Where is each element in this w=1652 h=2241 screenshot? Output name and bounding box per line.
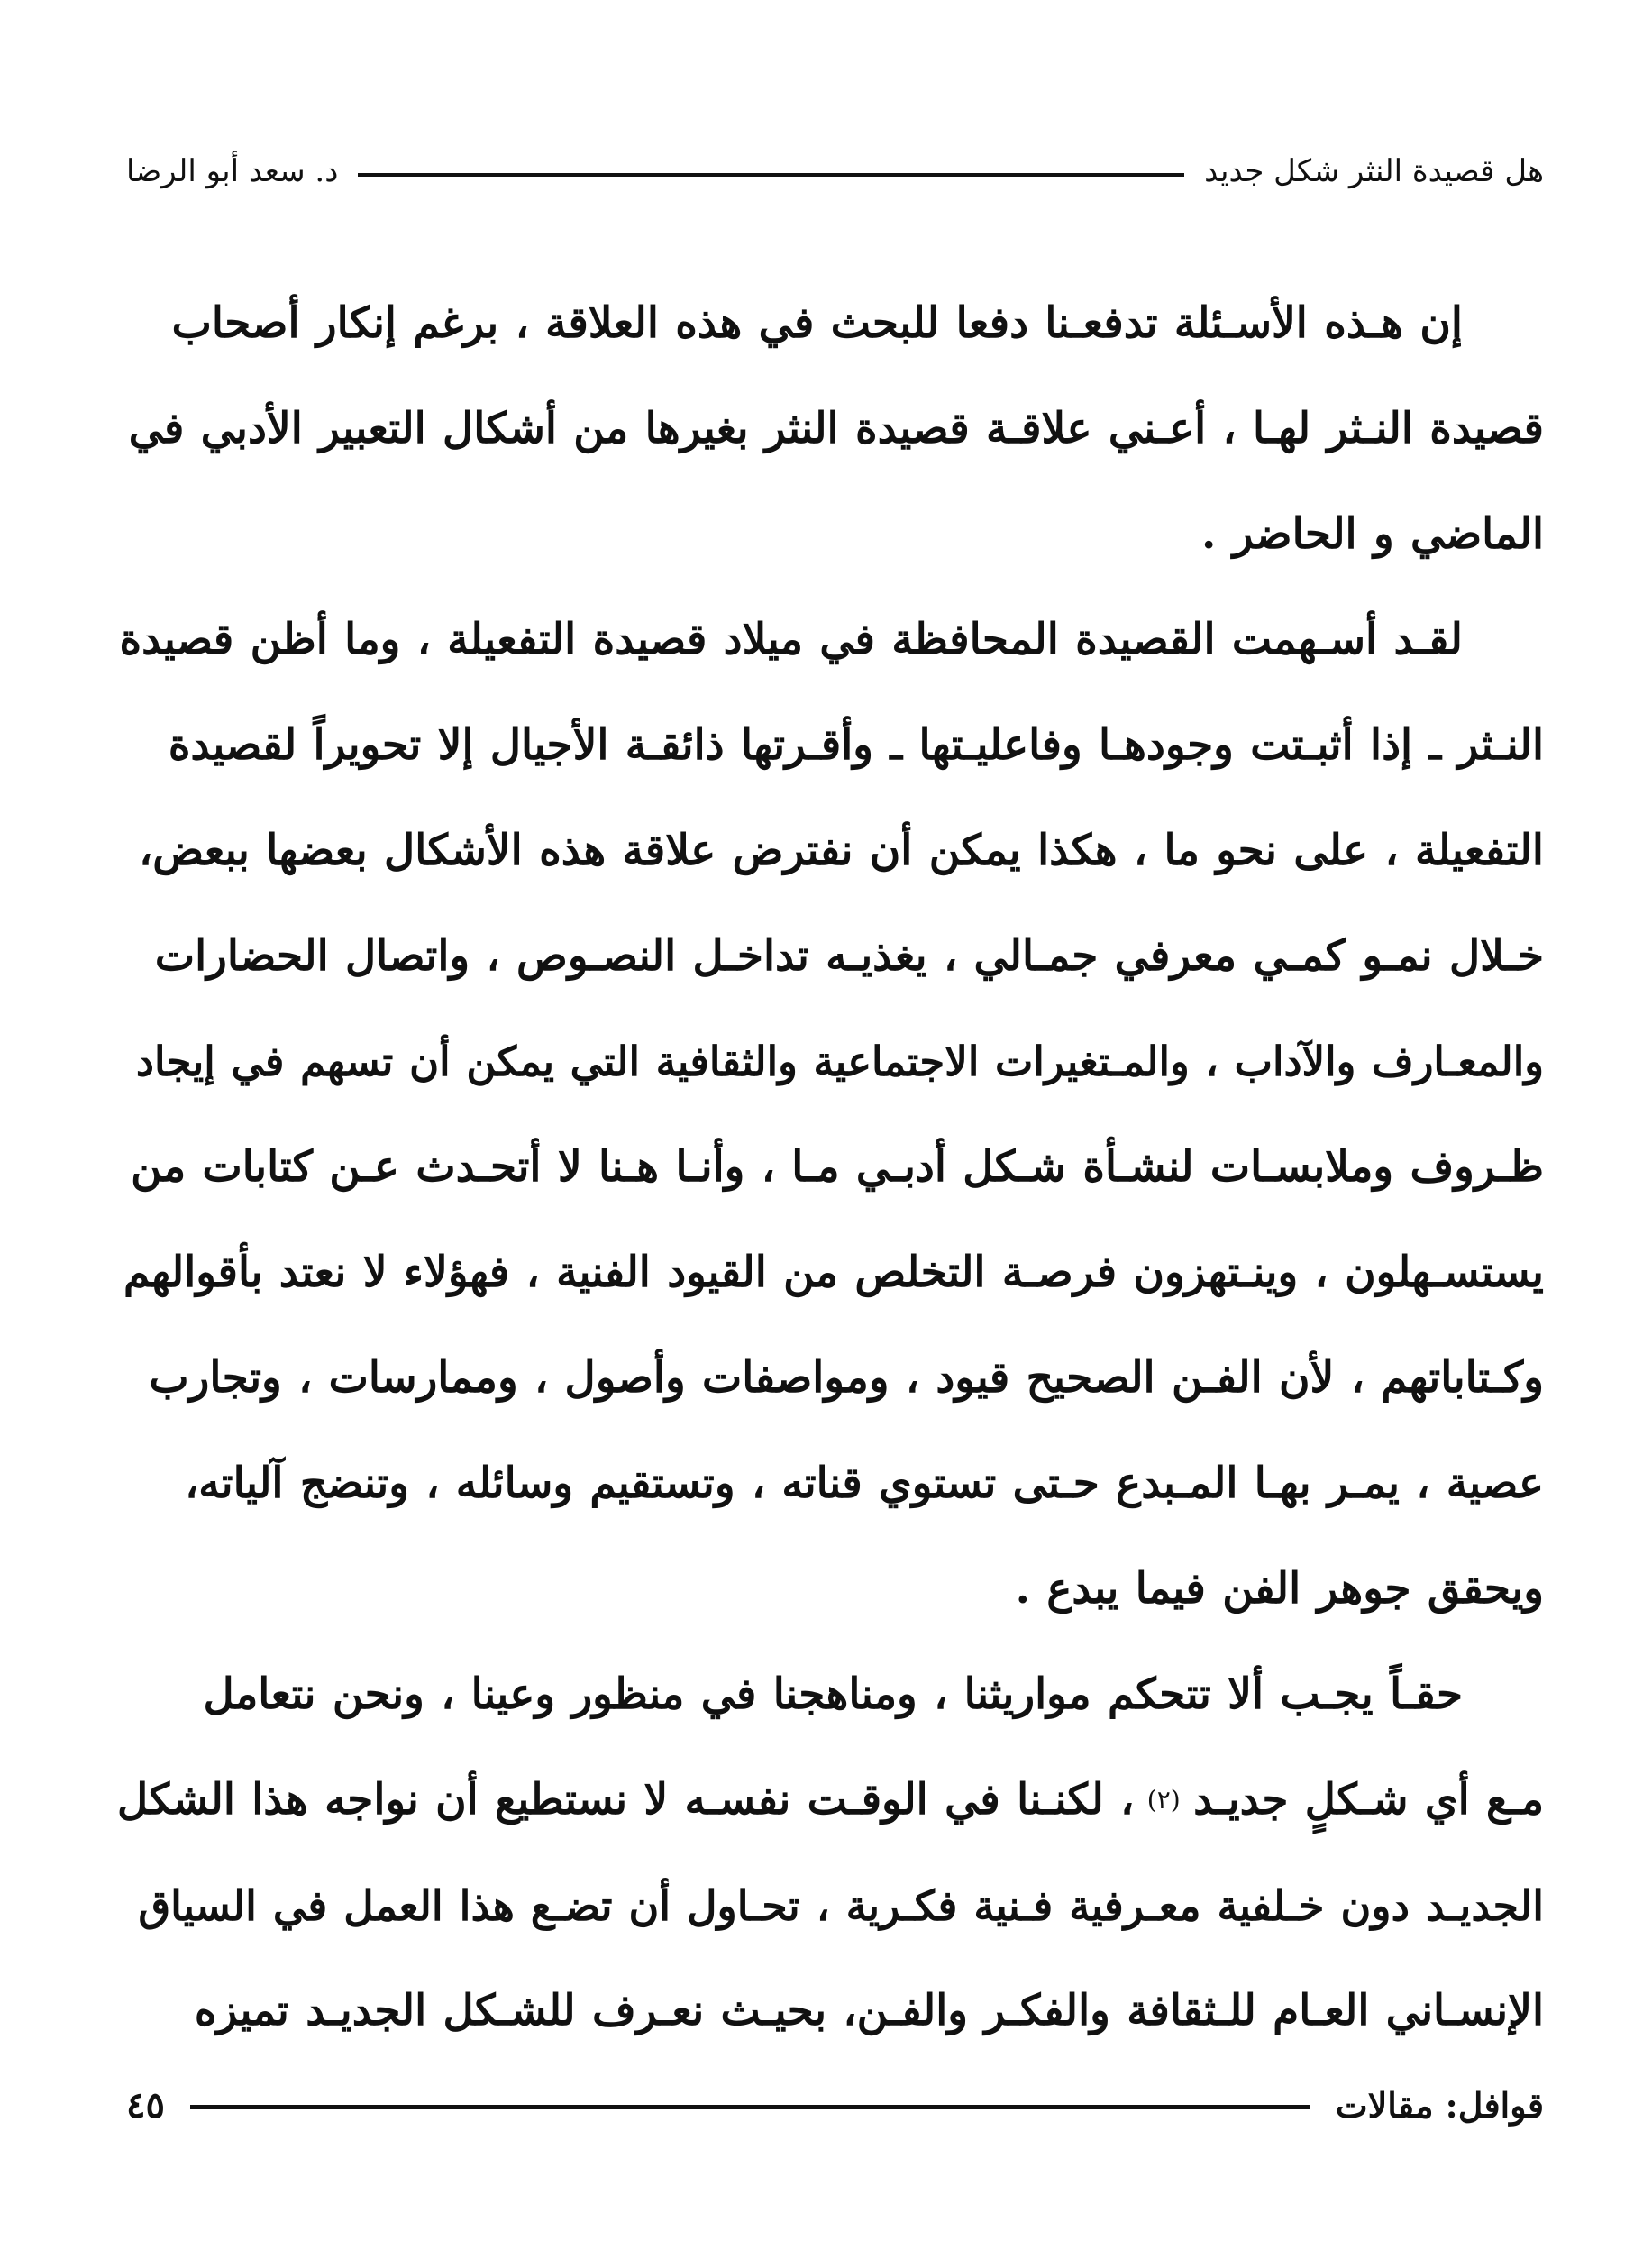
paragraph-line: لقـد أسـهمت القصيدة المحافظة في ميلاد قصيدة التفعيلة ، وما أظن قصيدة <box>119 615 1463 664</box>
footer-journal: قوافل: مقالات <box>1335 2084 1544 2126</box>
paragraph-line: الإنسـاني العـام للـثقافة والفكـر والفـن، بحيـث نعـرف للشـكل الجديـد تميزه <box>194 1986 1544 2035</box>
paragraph-line: التفعيلة ، على نحو ما ، هكذا يمكن أن نفترض علاقة هذه الأشكال بعضها ببعض، <box>139 826 1544 875</box>
paragraph-line: خـلال نمـو كمـي معرفي جمـالي ، يغذيـه تداخـل النصـوص ، واتصال الحضارات <box>154 931 1544 981</box>
body-text <box>117 270 1544 2063</box>
paragraph-line: قصيدة النـثر لهـا ، أعـني علاقـة قصيدة النثر بغيرها من أشكال التعبير الأدبي في <box>128 404 1544 453</box>
line-tail: ، لكنـنا في الوقـت نفسـه لا نستطيع أن نواجه هذا الشكل <box>117 1775 1135 1825</box>
line-head: مـع أي شـكلٍ جديـد <box>1193 1775 1544 1825</box>
running-footer <box>126 2073 1544 2136</box>
header-author: د. سعد أبو الرضا <box>126 153 339 189</box>
paragraph-line: حقـاً يجـب ألا تتحكم مواريثنا ، ومناهجنا في منظور وعينا ، ونحن نتعامل <box>203 1669 1463 1719</box>
page-number: ٤٥ <box>126 2083 165 2127</box>
paragraph-line: إن هـذه الأسـئلة تدفعـنا دفعا للبحث في هذه العلاقة ، برغم إنكار أصحاب <box>171 298 1463 348</box>
paragraph-line: النـثر ـ إذا أثبـتت وجودهـا وفاعليـتها ـ وأقـرتها ذائقـة الأجيال إلا تحويراً لقصيدة <box>168 720 1544 770</box>
footer-rule <box>190 2105 1310 2109</box>
paragraph-line: ظـروف وملابسـات لنشـأة شـكل أدبـي مـا ، وأنـا هـنا لا أتحـدث عـن كتابات من <box>131 1142 1544 1192</box>
footnote-ref-mark: (٢) <box>1146 1785 1181 1815</box>
header-title: هل قصيدة النثر شكل جديد <box>1204 153 1544 189</box>
paragraph-line: وكـتاباتهم ، لأن الفـن الصحيح قيود ، ومواصفات وأصول ، وممارسات ، وتجارب <box>149 1353 1544 1403</box>
paragraph-line: يستسـهلون ، وينـتهزون فرصـة التخلص من القيود الفنية ، فهؤلاء لا نعتد بأقوالهم <box>123 1248 1544 1297</box>
paragraph-line: ويحقق جوهر الفن فيما يبدع . <box>1015 1564 1544 1614</box>
paragraph-line: الجديـد دون خـلفية معـرفية فـنية فكـرية ، تحـاول أن تضـع هذا العمل في السياق <box>138 1880 1544 1930</box>
running-header <box>126 144 1544 198</box>
paragraph-line: الماضي و الحاضر . <box>1201 509 1544 559</box>
paragraph-line: والمعـارف والآداب ، والمـتغيرات الاجتماعية والثقافية التي يمكن أن تسهم في إيجاد <box>135 1038 1544 1085</box>
paragraph-line-with-footnote-ref <box>117 1747 1544 1852</box>
paragraph-line: عصية ، يمـر بهـا المـبدع حـتى تستوي قناته ، وتستقيم وسائله ، وتنضج آلياته، <box>185 1459 1544 1508</box>
header-rule <box>358 173 1184 177</box>
